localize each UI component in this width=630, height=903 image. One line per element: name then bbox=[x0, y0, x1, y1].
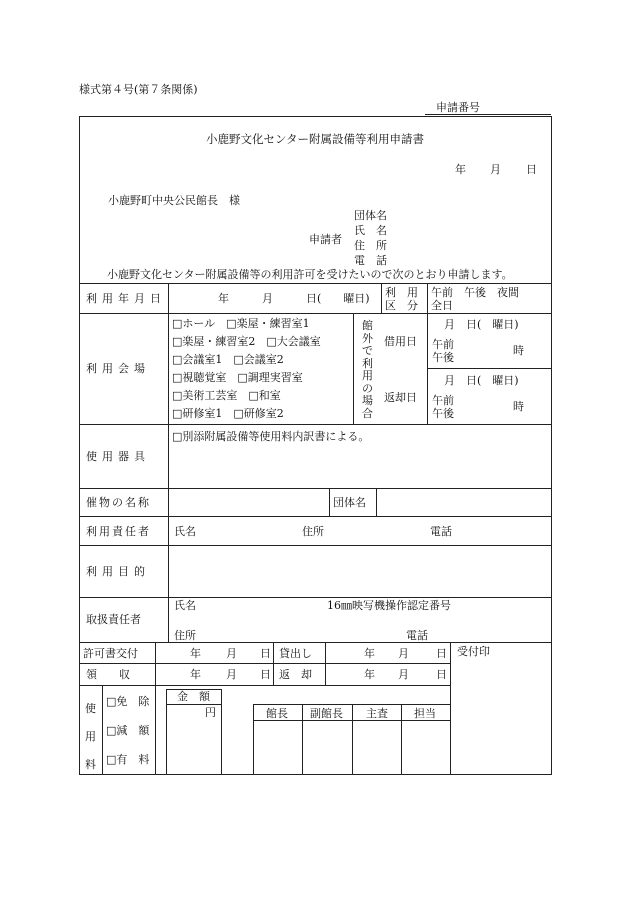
borrow-pm[interactable]: 午後 bbox=[432, 351, 454, 364]
fee-label: 使用料 bbox=[85, 702, 96, 771]
usage-category-all-day[interactable]: 全日 bbox=[431, 299, 453, 312]
return-date-field[interactable]: 月 日( 曜日) bbox=[444, 374, 519, 387]
handler-address[interactable]: 住所 bbox=[174, 629, 196, 642]
return-am[interactable]: 午前 bbox=[432, 394, 454, 407]
responsible-label: 利用責任者 bbox=[86, 525, 151, 538]
lend-label: 貸出し bbox=[279, 647, 312, 660]
venue-label: 利用会場 bbox=[86, 362, 150, 375]
date-month: 月 bbox=[490, 163, 501, 176]
venue-room-option[interactable]: □美術工芸室 □和室 bbox=[172, 389, 281, 402]
fee-paid-option[interactable]: □有 料 bbox=[106, 753, 150, 766]
receipt-year[interactable]: 年 bbox=[190, 668, 201, 681]
return-month[interactable]: 月 bbox=[398, 668, 409, 681]
date-year: 年 bbox=[455, 163, 466, 176]
purpose-label: 利用目的 bbox=[86, 565, 150, 578]
equipment-label: 使用器具 bbox=[86, 450, 150, 463]
request-text: 小鹿野文化センター附属設備等の利用許可を受けたいので次のとおり申請します。 bbox=[107, 268, 513, 281]
receipt-day[interactable]: 日 bbox=[260, 668, 271, 681]
applicant-label: 申請者 bbox=[309, 233, 342, 246]
reception-stamp-label: 受付印 bbox=[457, 645, 490, 658]
permit-issue-year[interactable]: 年 bbox=[190, 647, 201, 660]
applicant-phone-field[interactable]: 電 話 bbox=[354, 254, 387, 267]
usage-date-label: 利用年月日 bbox=[86, 292, 166, 305]
application-number-label: 申請番号 bbox=[436, 101, 480, 114]
event-name-label: 催物の名称 bbox=[86, 496, 151, 509]
lend-month[interactable]: 月 bbox=[398, 647, 409, 660]
borrow-hour[interactable]: 時 bbox=[513, 344, 524, 357]
fee-yen: 円 bbox=[205, 706, 216, 719]
applicant-name-field[interactable]: 氏 名 bbox=[354, 224, 387, 237]
approval-staff: 担当 bbox=[414, 707, 436, 720]
fee-amount-field[interactable] bbox=[167, 704, 221, 774]
applicant-group-field[interactable]: 団体名 bbox=[354, 209, 387, 222]
handler-label: 取扱責任者 bbox=[86, 613, 141, 626]
addressee: 小鹿野町中央公民館長 様 bbox=[108, 194, 240, 207]
applicant-address-field[interactable]: 住 所 bbox=[354, 239, 387, 252]
venue-room-option[interactable]: □ホール □楽屋・練習室1 bbox=[172, 317, 310, 330]
handler-cert-number[interactable]: 16㎜映写機操作認定番号 bbox=[327, 599, 451, 612]
responsible-name[interactable]: 氏名 bbox=[174, 525, 196, 538]
form-title: 小鹿野文化センター附属設備等利用申請書 bbox=[205, 132, 425, 146]
venue-room-option[interactable]: □会議室1 □会議室2 bbox=[172, 353, 284, 366]
permit-issue-day[interactable]: 日 bbox=[260, 647, 271, 660]
lend-day[interactable]: 日 bbox=[436, 647, 447, 660]
fee-amount-label: 金 額 bbox=[177, 690, 210, 703]
borrow-date-label: 借用日 bbox=[384, 335, 417, 348]
usage-date-field[interactable]: 年 月 日( 曜日) bbox=[218, 292, 370, 305]
borrow-am[interactable]: 午前 bbox=[432, 338, 454, 351]
responsible-address[interactable]: 住所 bbox=[302, 525, 324, 538]
usage-category-options[interactable]: 午前 午後 夜間 bbox=[431, 286, 519, 299]
fee-reduced-option[interactable]: □減 額 bbox=[106, 724, 150, 737]
return-day[interactable]: 日 bbox=[436, 668, 447, 681]
venue-room-option[interactable]: □視聴覚室 □調理実習室 bbox=[172, 371, 303, 384]
usage-category-label: 利 用 区 分 bbox=[385, 286, 418, 312]
handler-phone[interactable]: 電話 bbox=[406, 629, 428, 642]
lend-year[interactable]: 年 bbox=[364, 647, 375, 660]
outside-use-label: 館外で利用の場合 bbox=[362, 319, 373, 420]
date-day: 日 bbox=[526, 163, 537, 176]
approval-director: 館長 bbox=[266, 707, 288, 720]
permit-issue-month[interactable]: 月 bbox=[226, 647, 237, 660]
venue-room-option[interactable]: □楽屋・練習室2 □大会議室 bbox=[172, 335, 321, 348]
return-date-label: 返却日 bbox=[384, 391, 417, 404]
handler-name[interactable]: 氏名 bbox=[174, 599, 196, 612]
application-number-line[interactable] bbox=[425, 114, 551, 115]
application-form bbox=[79, 116, 552, 775]
return-year[interactable]: 年 bbox=[364, 668, 375, 681]
borrow-date-field[interactable]: 月 日( 曜日) bbox=[444, 318, 519, 331]
return-label: 返 却 bbox=[279, 668, 312, 681]
approval-deputy-director: 副館長 bbox=[310, 707, 343, 720]
responsible-phone[interactable]: 電話 bbox=[430, 525, 452, 538]
return-hour[interactable]: 時 bbox=[513, 400, 524, 413]
receipt-label: 領 収 bbox=[86, 668, 130, 681]
equipment-option[interactable]: □別添附属設備等使用料内訳書による。 bbox=[172, 430, 370, 443]
form-number: 様式第４号(第７条関係) bbox=[79, 83, 198, 96]
venue-room-option[interactable]: □研修室1 □研修室2 bbox=[172, 407, 284, 420]
fee-exempt-option[interactable]: □免 除 bbox=[106, 695, 150, 708]
permit-issue-label: 許可書交付 bbox=[83, 647, 138, 660]
event-group-label: 団体名 bbox=[333, 496, 366, 509]
receipt-month[interactable]: 月 bbox=[226, 668, 237, 681]
approval-chief: 主査 bbox=[366, 707, 388, 720]
return-pm[interactable]: 午後 bbox=[432, 407, 454, 420]
